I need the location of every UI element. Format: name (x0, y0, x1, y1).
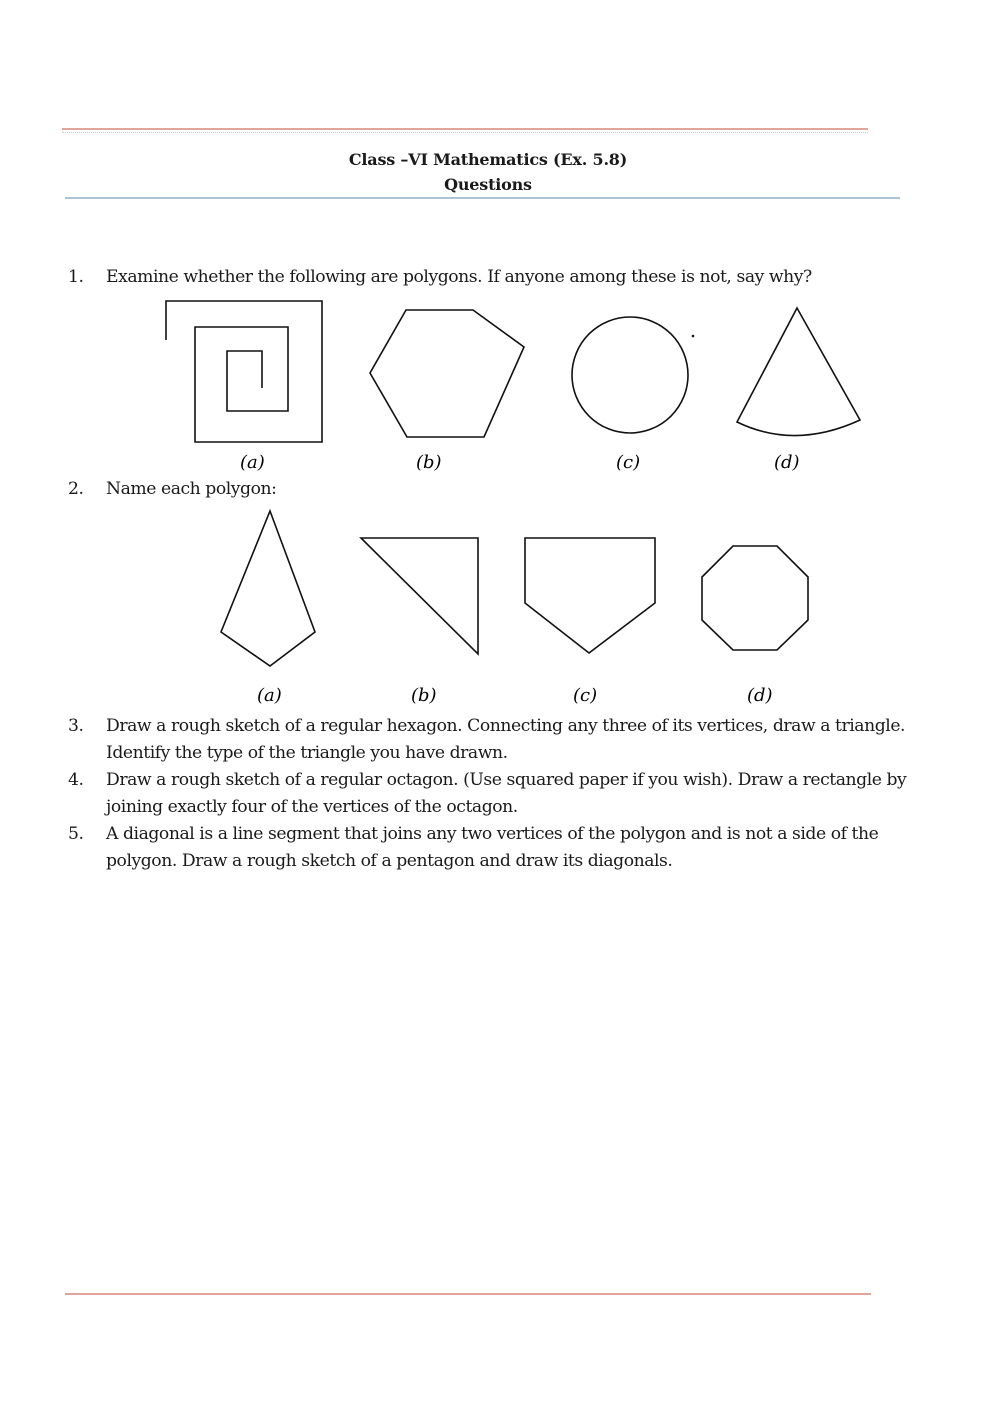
question-number: 4. (68, 770, 84, 790)
question-text: A diagonal is a line segment that joins any two vertices of the polygon and is not a side of the polygon. Draw a rough sketch of a pentagon and draw its diagonals. (106, 824, 879, 871)
caption-2c: (c) (573, 685, 598, 706)
question-number: 3. (68, 716, 84, 736)
question-text: Examine whether the following are polygons. If anyone among these is not, say why? (106, 267, 812, 287)
question-2 (68, 476, 928, 503)
question-5 (68, 821, 928, 875)
page-title: Class –VI Mathematics (Ex. 5.8) (348, 150, 628, 169)
question-text: Draw a rough sketch of a regular octagon. (Use squared paper if you wish). Draw a rectangle by joining exactly four of the vertices of the octagon. (106, 770, 907, 817)
caption-1d: (d) (774, 452, 800, 473)
question-number: 5. (68, 824, 84, 844)
caption-2a: (a) (257, 685, 282, 706)
question-1 (68, 264, 928, 291)
caption-1a: (a) (240, 452, 265, 473)
shape-1a-spiral (166, 301, 322, 442)
shape-1c-circle (572, 317, 688, 433)
question-text: Draw a rough sketch of a regular hexagon. Connecting any three of its vertices, draw a triangle. Identify the type of the triangle you have drawn. (106, 716, 906, 763)
caption-1c: (c) (616, 452, 641, 473)
shape-2d-octagon (702, 546, 808, 650)
caption-1b: (b) (416, 452, 442, 473)
page-subtitle: Questions (444, 175, 532, 194)
shape-1d-sector (737, 308, 860, 436)
question-4 (68, 767, 928, 821)
shape-1b-hexagon (370, 310, 524, 437)
question-3 (68, 713, 928, 767)
caption-2d: (d) (747, 685, 773, 706)
top-dotted-rule (62, 132, 868, 133)
question-text: Name each polygon: (106, 479, 277, 499)
caption-2b: (b) (411, 685, 437, 706)
question-number: 1. (68, 267, 84, 287)
question-number: 2. (68, 479, 84, 499)
top-decorative-rule (62, 128, 868, 130)
bottom-rule (65, 1293, 871, 1295)
shape-2b-triangle (361, 538, 478, 654)
shape-2c-pentagon (525, 538, 655, 653)
header-rule (65, 197, 900, 199)
shape-2a-kite (221, 511, 315, 666)
